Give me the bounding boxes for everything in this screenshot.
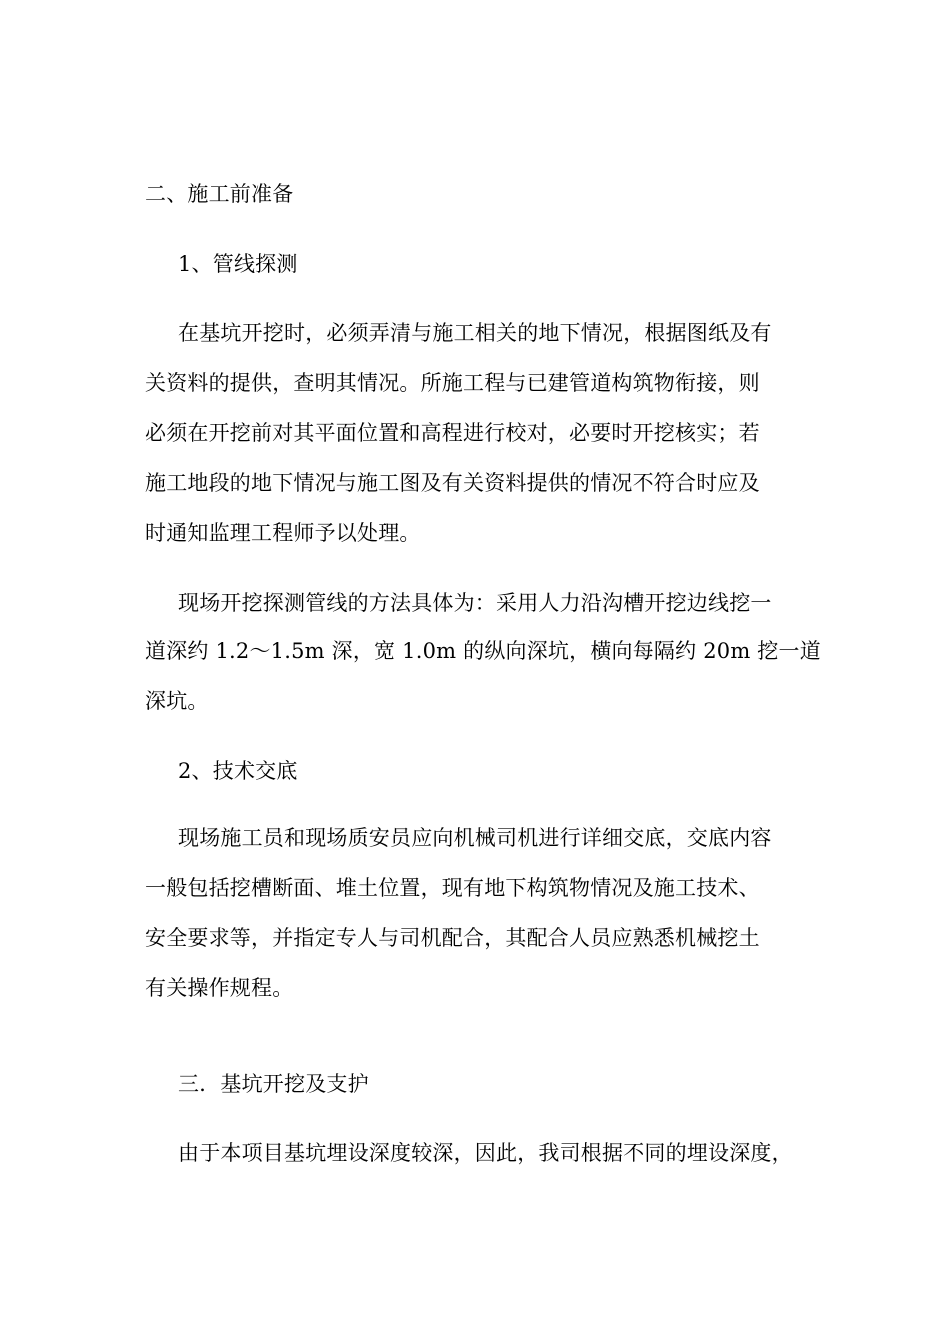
paragraph-line: 道深约 1.2～1.5m 深，宽 1.0m 的纵向深坑，横向每隔约 20m 挖一道 <box>145 639 821 663</box>
paragraph-line: 安全要求等，并指定专人与司机配合，其配合人员应熟悉机械挖土 <box>145 926 760 950</box>
paragraph-line: 深坑。 <box>145 689 209 713</box>
section-heading: 二、施工前准备 <box>145 182 294 206</box>
paragraph-line: 施工地段的地下情况与施工图及有关资料提供的情况不符合时应及 <box>145 471 760 495</box>
paragraph-line: 有关操作规程。 <box>145 976 294 1000</box>
paragraph-line: 现场开挖探测管线的方法具体为：采用人力沿沟槽开挖边线挖一 <box>178 591 772 615</box>
subsection-heading: 2、技术交底 <box>178 759 298 783</box>
paragraph-line: 由于本项目基坑埋设深度较深，因此，我司根据不同的埋设深度， <box>178 1141 793 1165</box>
paragraph-line: 一般包括挖槽断面、堆土位置，现有地下构筑物情况及施工技术、 <box>145 876 760 900</box>
paragraph-line: 必须在开挖前对其平面位置和高程进行校对，必要时开挖核实；若 <box>145 421 760 445</box>
subsection-heading: 1、管线探测 <box>178 252 298 276</box>
paragraph-line: 时通知监理工程师予以处理。 <box>145 521 421 545</box>
paragraph-line: 在基坑开挖时，必须弄清与施工相关的地下情况，根据图纸及有 <box>178 321 772 345</box>
section-heading: 三．基坑开挖及支护 <box>178 1072 369 1096</box>
paragraph-line: 现场施工员和现场质安员应向机械司机进行详细交底，交底内容 <box>178 826 772 850</box>
paragraph-line: 关资料的提供，查明其情况。所施工程与已建管道构筑物衔接，则 <box>145 371 760 395</box>
